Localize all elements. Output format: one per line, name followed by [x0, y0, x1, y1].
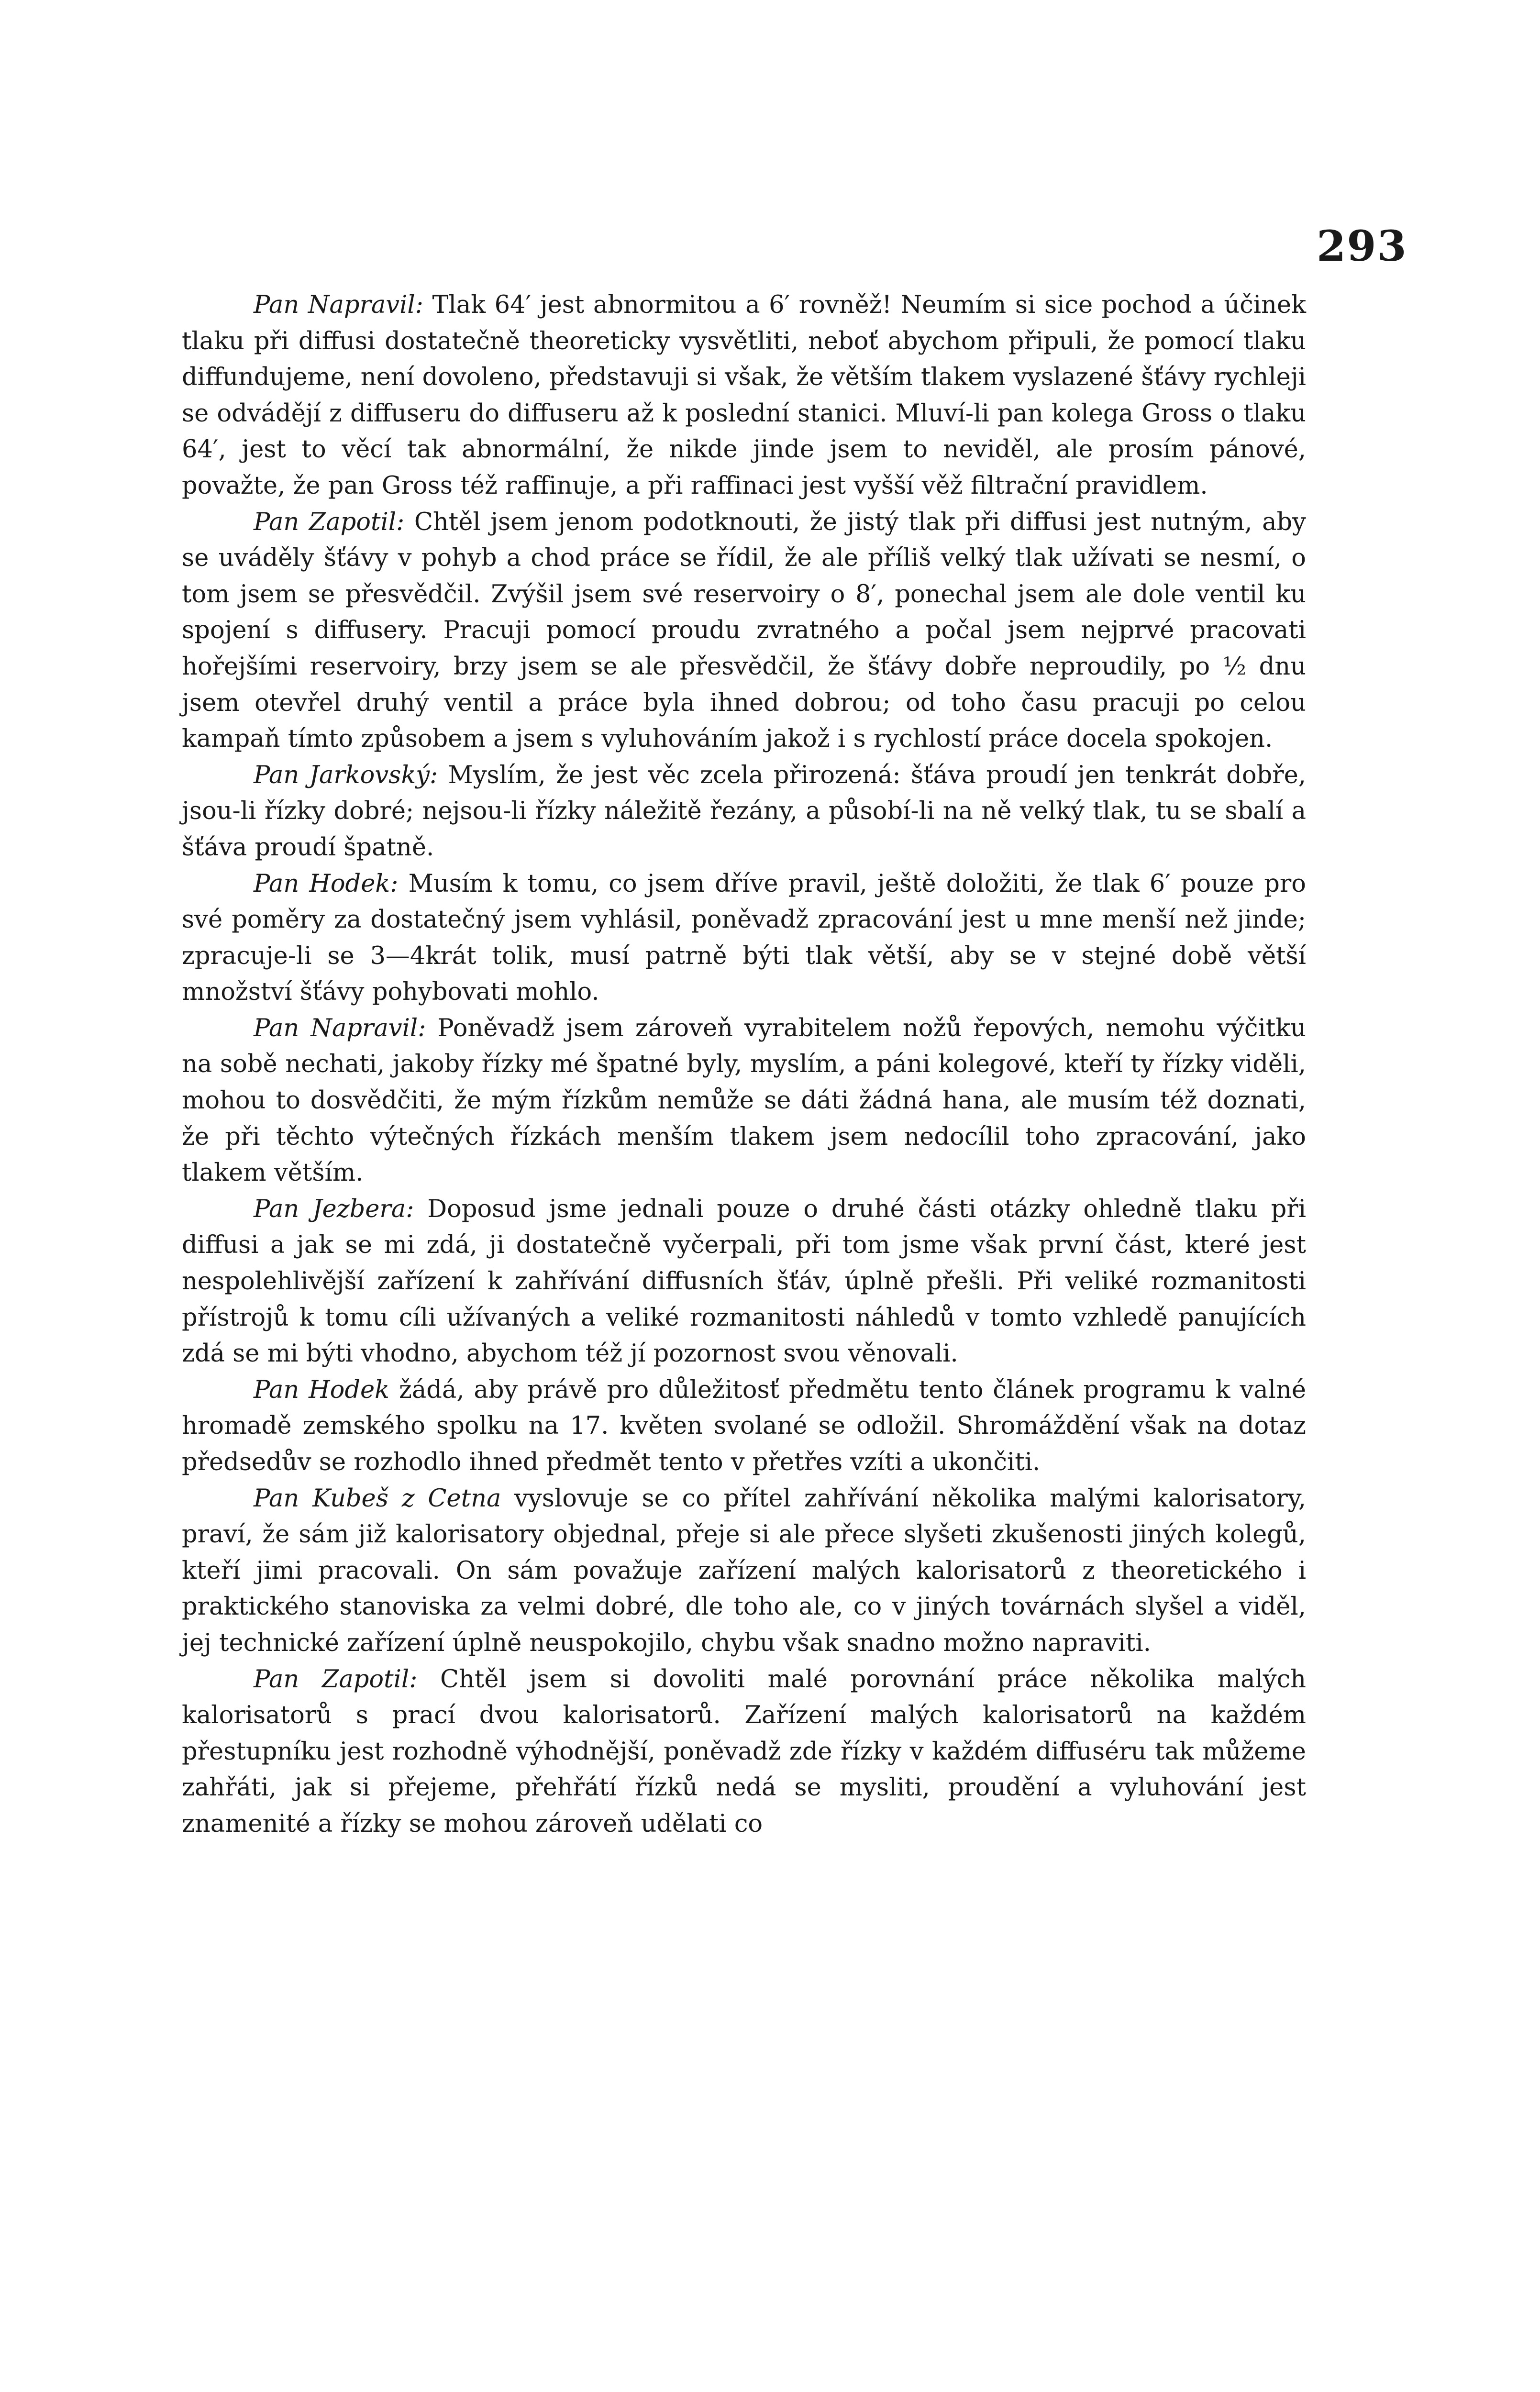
- paragraph-text: vyslovuje se co přítel zahřívání několika malými kalorisatory, praví, že sám již kalorisatory objednal, přeje si ale přece slyšeti zkušenosti jiných kolegů, kteří jimi pracovali. On sám považuje zařízení malých kalorisatorů z theoretického i praktického stanoviska za velmi dobré, dle toho ale, co v jiných továrnách slyšel a viděl, jej technické zařízení úplně neuspokojilo, chybu však snadno možno napraviti.: [182, 1484, 1306, 1657]
- speaker-name: Pan Napravil:: [254, 291, 423, 319]
- page-number: 293: [1317, 221, 1407, 271]
- speaker-name: Pan Zapotil:: [254, 508, 405, 536]
- speaker-name: Pan Jezbera:: [254, 1195, 414, 1223]
- paragraph: [182, 1661, 1306, 1842]
- paragraph-text: Musím k tomu, co jsem dříve pravil, ještě doložiti, že tlak 6′ pouze pro své poměry za dostatečný jsem vyhlásil, poněvadž zpracování jest u mne menší než jinde; zpracuje-li se 3—4krát tolik, musí patrně býti tlak větší, aby se v stejné době větší množství šťávy pohybovati mohlo.: [182, 869, 1306, 1007]
- paragraph: [182, 287, 1306, 504]
- speaker-name: Pan Zapotil:: [254, 1665, 418, 1694]
- paragraph-text: Doposud jsme jednali pouze o druhé části otázky ohledně tlaku při diffusi a jak se mi zdá, ji dostatečně vyčerpali, při tom jsme však první část, které jest nespolehlivější zařízení k zahřívání diffusních šťáv, úplně přešli. Při veliké rozmanitosti přístrojů k tomu cíli užívaných a veliké rozmanitosti náhledů v tomto vzhledě panujících zdá se mi býti vhodno, abychom též jí pozornost svou věnovali.: [182, 1195, 1307, 1368]
- paragraph-text: Tlak 64′ jest abnormitou a 6′ rovněž! Neumím si sice pochod a účinek tlaku při diffusi dostatečně theoreticky vysvětliti, neboť abychom připuli, že pomocí tlaku diffundujeme, není dovoleno, představuji si však, že větším tlakem vyslazené šťávy rychleji se odvádějí z diffuseru do diffuseru až k poslední stanici. Mluví-li pan kolega Gross o tlaku 64′, jest to věcí tak abnormální, že nikde jinde jsem to neviděl, ale prosím pánové, považte, že pan Gross též raffinuje, a při raffinaci jest vyšší věž filtrační pravidlem.: [182, 291, 1306, 500]
- speaker-name: Pan Hodek: [254, 1375, 390, 1404]
- paragraph-text: Chtěl jsem si dovoliti malé porovnání práce několika malých kalorisatorů s prací dvou kalorisatorů. Zařízení malých kalorisatorů na každém přestupníku jest rozhodně výhodnější, poněvadž zde řízky v každém diffuséru tak můžeme zahřáti, jak si přejeme, přehřátí řízků nedá se mysliti, proudění a vyluhování jest znamenité a řízky se mohou zároveň udělati co: [182, 1665, 1307, 1838]
- paragraph: [182, 1191, 1306, 1372]
- paragraph-text: Myslím, že jest věc zcela přirozená: šťáva proudí jen tenkrát dobře, jsou-li řízky dobré; nejsou-li řízky náležitě řezány, a působí-li na ně velký tlak, tu se sbalí a šťáva proudí špatně.: [182, 761, 1306, 862]
- paragraph: [182, 1372, 1306, 1481]
- paragraph: [182, 1010, 1306, 1191]
- paragraph-text: Poněvadž jsem zároveň vyrabitelem nožů řepových, nemohu výčitku na sobě nechati, jakoby řízky mé špatné byly, myslím, a páni kolegové, kteří ty řízky viděli, mohou to dosvědčiti, že mým řízkům nemůže se dáti žádná hana, ale musím též doznati, že při těchto výtečných řízkách menším tlakem jsem nedocílil toho zpracování, jako tlakem větším.: [182, 1014, 1306, 1187]
- paragraph: [182, 504, 1306, 757]
- body-text: [182, 287, 1306, 1842]
- speaker-name: Pan Jarkovský:: [254, 761, 438, 789]
- paragraph: [182, 757, 1306, 866]
- paragraph: [182, 1481, 1306, 1661]
- paragraph-text: Chtěl jsem jenom podotknouti, že jistý tlak při diffusi jest nutným, aby se uváděly šťávy v pohyb a chod práce se řídil, že ale příliš velký tlak užívati se nesmí, o tom jsem se přesvědčil. Zvýšil jsem své reservoiry o 8′, ponechal jsem ale dole ventil ku spojení s diffusery. Pracuji pomocí proudu zvratného a počal jsem nejprvé pracovati hořejšími reservoiry, brzy jsem se ale přesvědčil, že šťávy dobře neproudily, po ½ dnu jsem otevřel druhý ventil a práce byla ihned dobrou; od toho času pracuji po celou kampaň tímto způsobem a jsem s vyluhováním jakož i s rychlostí práce docela spokojen.: [182, 508, 1306, 753]
- speaker-name: Pan Hodek:: [254, 869, 399, 898]
- paragraph: [182, 866, 1306, 1010]
- speaker-name: Pan Napravil:: [254, 1014, 426, 1042]
- speaker-name: Pan Kubeš z Cetna: [254, 1484, 501, 1513]
- paragraph-text: žádá, aby právě pro důležitosť předmětu tento článek programu k valné hromadě zemského spolku na 17. květen svolané se odložil. Shromáždění však na dotaz předsedův se rozhodlo ihned předmět tento v přetřes vzíti a ukončiti.: [182, 1375, 1307, 1476]
